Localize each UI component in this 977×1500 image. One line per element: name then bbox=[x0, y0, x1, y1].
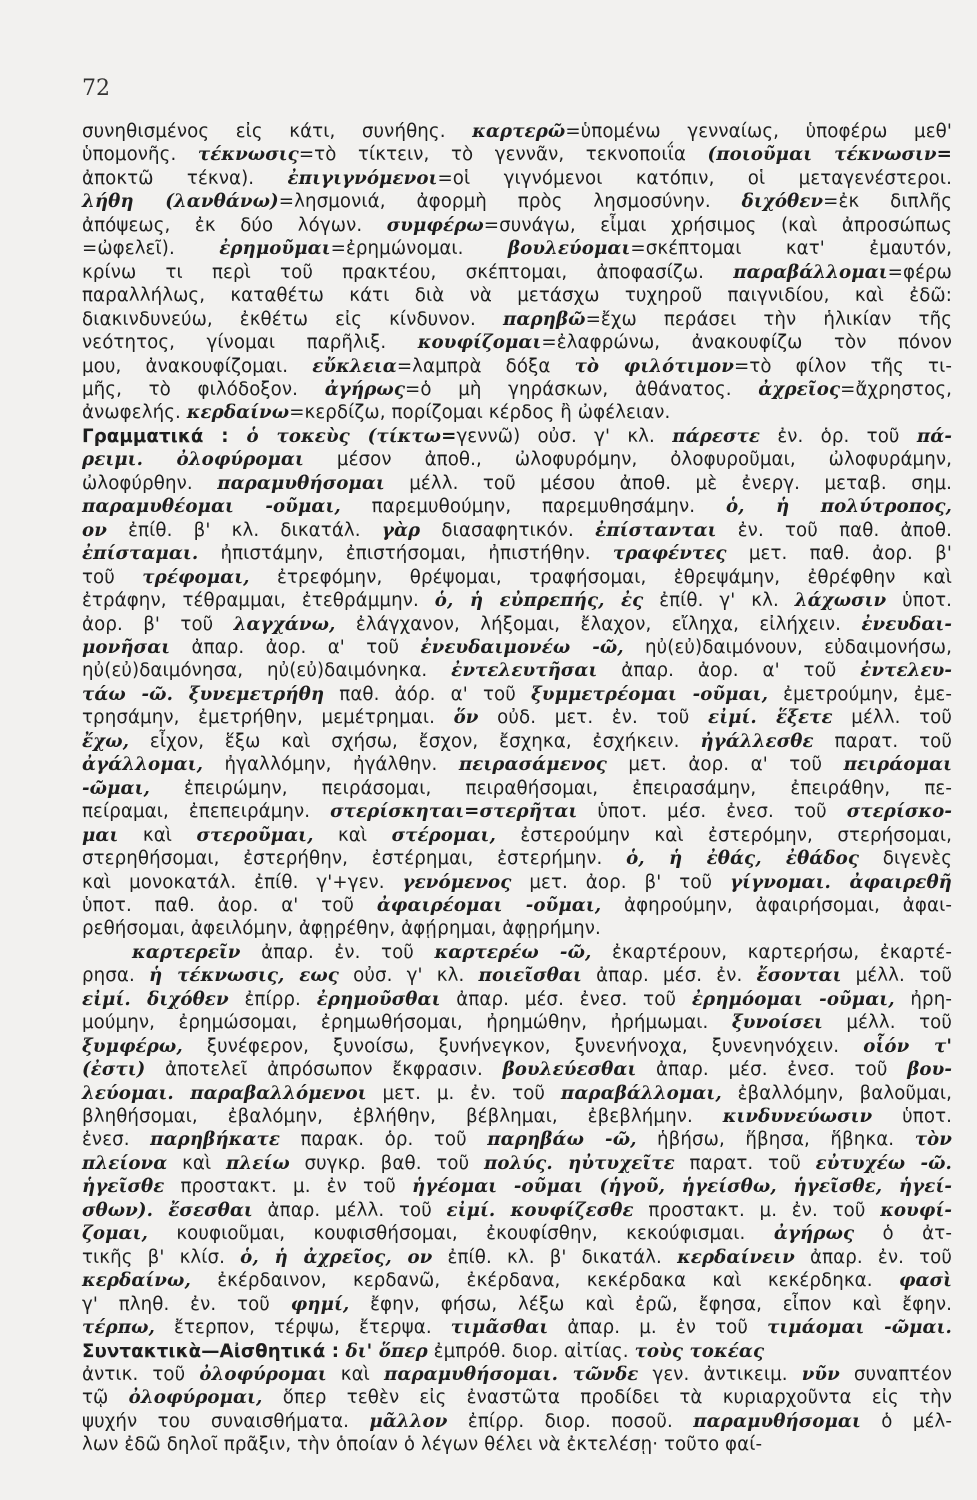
text-segment: ἀνωφελής. bbox=[82, 402, 187, 424]
bold-term: ἀγήρως bbox=[324, 378, 405, 400]
text-segment: ἡβήσω, ἥβησα, ἥβηκα. bbox=[636, 1129, 915, 1151]
text-segment: μου, ἀνακουφίζομαι. bbox=[82, 355, 313, 377]
bold-term: λήθη (λανθάνω) bbox=[82, 191, 279, 213]
bold-term: μονῆσαι bbox=[82, 636, 171, 658]
bold-term: μαι bbox=[82, 824, 119, 846]
bold-term: ἔχω, bbox=[82, 730, 130, 752]
text-line bbox=[82, 1011, 952, 1034]
text-line bbox=[82, 1175, 952, 1198]
text-segment: οὐσ. γ' κλ. bbox=[338, 965, 479, 987]
text-segment: μετ. ἀορ. β' τοῦ bbox=[511, 871, 731, 893]
bold-term: ἐπίστανται bbox=[595, 519, 717, 541]
text-segment: παρατ. τοῦ bbox=[813, 730, 952, 752]
text-line bbox=[82, 613, 952, 636]
text-line bbox=[82, 472, 952, 495]
text-segment: παρακ. ὁρ. τοῦ bbox=[280, 1129, 488, 1151]
text-segment: νεότητος, γίνομαι παρῆλιξ. bbox=[82, 332, 418, 354]
text-segment: συναπτέον bbox=[839, 1364, 952, 1386]
text-segment: =οἱ γιγνόμενοι κατόπιν, οἱ μεταγενέστεροι. bbox=[437, 167, 952, 189]
bold-term: ον bbox=[82, 519, 107, 541]
text-segment: ὅπερ τεθὲν εἰς ἐναστῶτα προδίδει τὰ κυριαρχοῦντα εἰς τὴν bbox=[262, 1387, 952, 1409]
text-line bbox=[82, 1035, 952, 1058]
bold-term: πλείονα bbox=[82, 1152, 168, 1174]
bold-term: ποιεῖσθαι bbox=[478, 965, 582, 987]
bold-term: κουφίζομαι bbox=[417, 332, 542, 354]
bold-term: λαγχάνω, bbox=[233, 613, 336, 635]
text-segment: ἀπαρ. ἐν. τοῦ bbox=[240, 941, 435, 963]
text-segment: ὠλοφύρθην. bbox=[82, 472, 218, 494]
text-segment: ἐνεσ. bbox=[82, 1129, 151, 1151]
text-segment: ἐτρεφόμην, θρέψομαι, τραφήσομαι, ἐθρεψάμην, ἐθρέφθην καὶ bbox=[249, 566, 952, 588]
bold-term: πά- bbox=[916, 425, 952, 447]
bold-term: τρέφομαι, bbox=[142, 566, 250, 588]
text-segment: ἐβαλλόμην, βαλοῦμαι, bbox=[721, 1082, 952, 1104]
text-segment: καὶ bbox=[167, 1152, 226, 1174]
bold-term: φασὶ bbox=[898, 1270, 952, 1292]
text-segment: στερηθήσομαι, ἐστερήθην, ἐστέρημαι, ἐστερήμην. bbox=[82, 848, 627, 870]
text-segment: ἀπαρ. μέλλ. τοῦ bbox=[252, 1199, 447, 1221]
bold-term: γενόμενος bbox=[402, 871, 512, 893]
text-segment: ρεθήσομαι, ἀφειλόμην, ἀφῃρέθην, ἀφῄρημαι, ἀφῃρήμην. bbox=[82, 918, 601, 940]
bold-term: ἀγήρως bbox=[773, 1223, 855, 1245]
bold-term: δι' ὅπερ bbox=[345, 1340, 428, 1362]
text-line bbox=[82, 777, 952, 800]
bold-term: παρηβῶ bbox=[502, 308, 586, 330]
text-line bbox=[82, 1410, 952, 1433]
text-segment: ἀπαρ. μέσ. ἐνεσ. τοῦ bbox=[440, 988, 692, 1010]
bold-term: ἀγάλλομαι, bbox=[82, 754, 204, 776]
text-line bbox=[82, 214, 952, 237]
text-line bbox=[82, 566, 952, 589]
text-segment: ἔτερπον, τέρψω, ἔτερψα. bbox=[154, 1317, 451, 1339]
text-line bbox=[82, 1386, 952, 1409]
text-line bbox=[82, 1082, 952, 1105]
text-line bbox=[82, 636, 952, 659]
text-segment: ἐπίρρ. διορ. ποσοῦ. bbox=[447, 1410, 694, 1432]
text-segment: τῷ bbox=[82, 1387, 129, 1409]
bold-term: κινδυνεύωσιν bbox=[722, 1106, 873, 1128]
text-line bbox=[82, 1199, 952, 1222]
text-line bbox=[82, 824, 952, 847]
text-line bbox=[82, 894, 952, 917]
bold-term: εὔκλεια bbox=[312, 355, 397, 377]
bold-term: κερδαίνειν bbox=[677, 1246, 795, 1268]
text-segment: ἐπίθ. γ' κλ. bbox=[643, 590, 795, 612]
text-segment: εἶχον, ἕξω καὶ σχήσω, ἔσχον, ἔσχηκα, ἐσχήκειν. bbox=[129, 730, 701, 752]
text-segment: γεν. ἀντικειμ. bbox=[638, 1364, 802, 1386]
bold-term: ἐνευδαιμονέω -ῶ, bbox=[420, 636, 624, 658]
bold-term: βουλεύομαι bbox=[507, 238, 631, 260]
text-segment: =ἐκ διπλῆς bbox=[823, 191, 952, 213]
bold-term: σθων). ἔσεσθαι bbox=[82, 1199, 253, 1221]
text-segment: ξυνέφερον, ξυνοίσω, ξυνήνεγκον, ξυνενήνοχα, ξυνενηνόχειν. bbox=[182, 1035, 864, 1057]
text-segment: τρησάμην, ἐμετρήθην, μεμέτρημαι. bbox=[82, 707, 454, 729]
text-line bbox=[82, 1105, 952, 1128]
bold-term: ὁ, ἡ πολύτροπος, bbox=[725, 496, 952, 518]
bold-term: στερίσκηται=στερῆται bbox=[330, 801, 578, 823]
text-segment: =τὸ φίλον τῆς τι- bbox=[733, 355, 953, 377]
text-segment: μετ. ἀορ. α' τοῦ bbox=[606, 754, 844, 776]
text-segment: τοῦ bbox=[82, 566, 143, 588]
text-line bbox=[82, 1269, 952, 1292]
bold-term: ξυνοίσει bbox=[731, 1012, 823, 1034]
text-segment: =συνάγω, εἶμαι χρήσιμος (καὶ ἀπροσώπως bbox=[483, 214, 952, 236]
bold-term: εὐτυχέω -ῶ. bbox=[815, 1152, 952, 1174]
bold-term: εἰμί. κουφίζεσθε bbox=[446, 1199, 634, 1221]
bold-term: ἀχρεῖος bbox=[758, 378, 841, 400]
text-line bbox=[82, 401, 952, 424]
bold-term: ζομαι, bbox=[82, 1223, 148, 1245]
text-segment: =ἐλαφρώνω, ἀνακουφίζω τὸν πόνον bbox=[541, 332, 952, 354]
text-line bbox=[82, 847, 952, 870]
text-segment: ὁ μέλ- bbox=[860, 1410, 952, 1432]
text-line bbox=[82, 706, 952, 729]
bold-term: συμφέρω bbox=[386, 214, 484, 236]
bold-term: πειράομαι bbox=[843, 754, 952, 776]
text-segment: =ὁ μὴ γηράσκων, ἀθάνατος. bbox=[405, 378, 759, 400]
text-line bbox=[82, 143, 952, 166]
text-segment: ἀπόψεως, ἐκ δύο λόγων. bbox=[82, 214, 387, 236]
bold-term: ἐπιγιγνόμενοι bbox=[287, 167, 438, 189]
text-segment: οὐδ. μετ. ἐν. τοῦ bbox=[478, 707, 709, 729]
bold-term: μᾶλλον bbox=[369, 1410, 448, 1432]
text-segment: κουφιοῦμαι, κουφισθήσομαι, ἐκουφίσθην, κεκούφισμαι. bbox=[147, 1223, 774, 1245]
text-segment: ἀπαρ. ἀορ. α' τοῦ bbox=[597, 660, 861, 682]
text-segment: μέλλ. τοῦ bbox=[832, 707, 952, 729]
text-segment: διγενὲς bbox=[859, 848, 952, 870]
bold-term: καρτερέω -ῶ, bbox=[434, 941, 592, 963]
bold-term: λεύομαι. παραβαλλόμενοι bbox=[82, 1082, 367, 1104]
bold-term: στεροῦμαι, bbox=[196, 824, 314, 846]
text-line bbox=[82, 1433, 952, 1456]
bold-term: ἠγάλλεσθε bbox=[700, 730, 814, 752]
text-line bbox=[82, 425, 952, 448]
text-segment: ρησα. bbox=[82, 965, 150, 987]
text-line bbox=[82, 378, 952, 401]
text-line bbox=[82, 1363, 952, 1386]
bold-term: ἀφαιρέομαι -οῦμαι, bbox=[376, 894, 602, 916]
text-segment: κρίνω τι περὶ τοῦ πρακτέου, σκέπτομαι, ἀποφασίζω. bbox=[82, 261, 734, 283]
text-segment: =ὑπομένω γενναίως, ὑποφέρω μεθ' bbox=[565, 121, 952, 142]
text-segment: ὑποτ. bbox=[886, 590, 952, 612]
text-segment: ἔφην, φήσω, λέξω καὶ ἐρῶ, ἔφησα, εἶπον καὶ ἔφην. bbox=[349, 1293, 952, 1315]
text-line bbox=[82, 308, 952, 331]
bold-term: παραμυθήσομαι bbox=[217, 472, 385, 494]
text-segment: ἀπαρ. μ. ἐν τοῦ bbox=[548, 1317, 768, 1339]
text-segment: ἀπαρ. μέσ. ἐν. bbox=[581, 965, 757, 987]
bold-term: ἐρημοῦσθαι bbox=[316, 988, 441, 1010]
text-segment: καὶ μονοκατάλ. ἐπίθ. γ'+γεν. bbox=[82, 871, 403, 893]
text-line bbox=[82, 1316, 952, 1339]
text-line bbox=[82, 1128, 952, 1151]
text-line bbox=[82, 917, 952, 940]
text-segment: ὑπομονῆς. bbox=[82, 144, 198, 166]
bold-term: -ῶμαι, bbox=[82, 777, 150, 799]
text-line bbox=[82, 871, 952, 894]
text-line bbox=[82, 284, 952, 307]
section-heading: Συντακτικὰ—Αἰσθητικά : bbox=[82, 1340, 346, 1362]
bold-term: παραβάλλομαι bbox=[733, 261, 888, 283]
text-line bbox=[82, 542, 952, 565]
text-line bbox=[82, 964, 952, 987]
text-segment: συνηθισμένος εἰς κάτι, συνήθης. bbox=[82, 121, 473, 142]
text-segment: ἀπαρ. ἀορ. α' τοῦ bbox=[170, 636, 421, 658]
text-line bbox=[82, 261, 952, 284]
bold-term: εἰμί. ἕξετε bbox=[708, 707, 833, 729]
bold-term: ὁ, ἡ ἀχρεῖος, ον bbox=[240, 1246, 433, 1268]
text-segment: ηὐ(εὐ)δαιμόνουν, εὐδαιμονήσω, bbox=[623, 636, 952, 658]
bold-term: ἐνευδαι- bbox=[861, 613, 952, 635]
bold-term: νῦν bbox=[801, 1364, 840, 1386]
bold-term: ἡ τέκνωσις, εως bbox=[149, 965, 339, 987]
text-segment: ἐμετρούμην, ἐμε- bbox=[768, 683, 952, 705]
text-segment: γ' πληθ. ἐν. τοῦ bbox=[82, 1293, 291, 1315]
text-line bbox=[82, 448, 952, 471]
bold-term: βου- bbox=[907, 1059, 952, 1081]
bold-term: φημί, bbox=[290, 1293, 350, 1315]
text-segment: ἠπιστάμην, ἐπιστήσομαι, ἠπιστήθην. bbox=[198, 543, 613, 565]
text-segment: μέσον ἀποθ., ὠλοφυρόμην, ὀλοφυροῦμαι, ὠλοφυράμην, bbox=[303, 449, 952, 471]
text-segment: λων ἐδῶ δηλοῖ πρᾶξιν, τὴν ὁποίαν ὁ λέγων θέλει νὰ ἐκτελέσῃ· τοῦτο φαί- bbox=[82, 1434, 763, 1456]
text-segment: βληθήσομαι, ἐβαλόμην, ἐβλήθην, βέβλημαι, ἐβεβλήμην. bbox=[82, 1106, 723, 1128]
text-segment: καὶ bbox=[118, 824, 197, 846]
bold-term: παρηβήκατε bbox=[150, 1129, 280, 1151]
section-heading: Γραμματικά : bbox=[82, 425, 247, 447]
text-line bbox=[82, 495, 952, 518]
bold-term: ὀλοφύρομαι, bbox=[128, 1387, 263, 1409]
text-segment: ἐν. ὁρ. τοῦ bbox=[760, 425, 917, 447]
text-segment: διακινδυνεύω, ἐκθέτω εἰς κίνδυνον. bbox=[82, 308, 503, 330]
text-line bbox=[82, 1293, 952, 1316]
text-line bbox=[82, 659, 952, 682]
text-segment: μέλλ. τοῦ bbox=[822, 1012, 953, 1034]
text-segment: ἀπαρ. ἐν. τοῦ bbox=[794, 1246, 952, 1268]
text-segment: ἐμπρόθ. διορ. αἰτίας. bbox=[427, 1340, 635, 1362]
bold-term: εἰμί. διχόθεν bbox=[82, 988, 229, 1010]
bold-term: ἐντελευτῆσαι bbox=[451, 660, 598, 682]
text-line bbox=[82, 1058, 952, 1081]
bold-term: ὁ, ἡ ἐθάς, ἐθάδος bbox=[626, 848, 860, 870]
text-line bbox=[82, 1340, 952, 1363]
bold-term: παρηβάω -ῶ, bbox=[487, 1129, 637, 1151]
text-line bbox=[82, 190, 952, 213]
bold-term: τὸ φιλότιμον bbox=[574, 355, 734, 377]
bold-term: (ποιοῦμαι τέκνωσιν= bbox=[707, 144, 952, 166]
bold-term: κουφί- bbox=[880, 1199, 952, 1221]
bold-term: (ἐστι) bbox=[82, 1059, 146, 1081]
text-segment: ἐπειρώμην, πειράσομαι, πειραθήσομαι, ἐπειρασάμην, ἐπειράθην, πε- bbox=[149, 777, 952, 799]
bold-term: οἷόν τ' bbox=[863, 1035, 953, 1057]
bold-term: ὁ, ἡ εὐπρεπής, ἐς bbox=[434, 590, 644, 612]
bold-term: διχόθεν bbox=[741, 191, 824, 213]
text-segment: παθ. ἀόρ. α' τοῦ bbox=[324, 683, 531, 705]
text-line bbox=[82, 237, 952, 260]
text-line bbox=[82, 1246, 952, 1269]
bold-term: παραμυθήσομαι bbox=[693, 1410, 861, 1432]
bold-term: πειρασάμενος bbox=[458, 754, 607, 776]
bold-term: παραβάλλομαι, bbox=[560, 1082, 722, 1104]
bold-term: ὅν bbox=[453, 707, 479, 729]
bold-term: καρτερεῖν bbox=[132, 941, 241, 963]
text-segment: προστακτ. μ. ἐν τοῦ bbox=[164, 1176, 412, 1198]
text-segment: προστακτ. μ. ἐν. τοῦ bbox=[633, 1199, 881, 1221]
bold-term: παραμυθήσομαι. τῶνδε bbox=[383, 1364, 639, 1386]
text-segment: ηὐ(εὐ)δαιμόνησα, ηὐ(εὐ)δαιμόνηκα. bbox=[82, 660, 452, 682]
bold-term: ἐρημοῦμαι bbox=[219, 238, 331, 260]
text-segment: ἐπίθ. κλ. β' δικατάλ. bbox=[432, 1246, 678, 1268]
bold-term: στέρομαι, bbox=[391, 824, 496, 846]
bold-term: πάρεστε bbox=[672, 425, 761, 447]
text-segment: =κερδίζω, πορίζομαι κέρδος ἢ ὠφέλειαν. bbox=[289, 402, 671, 424]
text-line bbox=[82, 589, 952, 612]
bold-term: τραφέντες bbox=[612, 543, 727, 565]
text-segment: ἐπίρρ. bbox=[228, 988, 317, 1010]
text-segment: παρατ. τοῦ bbox=[674, 1152, 816, 1174]
text-line bbox=[82, 988, 952, 1011]
bold-term: βουλεύεσθαι bbox=[502, 1059, 637, 1081]
text-segment: ἐν. τοῦ παθ. ἀποθ. bbox=[716, 519, 952, 541]
text-segment: μετ. μ. ἐν. τοῦ bbox=[366, 1082, 561, 1104]
text-segment: ἀντικ. τοῦ bbox=[82, 1364, 200, 1386]
text-segment: ἀφηρούμην, ἀφαιρήσομαι, ἀφαι- bbox=[601, 894, 952, 916]
text-segment: ἀποκτῶ τέκνα). bbox=[82, 167, 288, 189]
text-segment: ὁ ἀτ- bbox=[854, 1223, 952, 1245]
bold-term: ἡγέομαι -οῦμαι (ἡγοῦ, ἡγείσθω, ἡγεῖσθε, ἡγεί- bbox=[411, 1176, 952, 1198]
text-line bbox=[82, 331, 952, 354]
text-segment: =λαμπρὰ δόξα bbox=[396, 355, 575, 377]
text-segment: ἐκέρδαινον, κερδανῶ, ἐκέρδανα, κεκέρδακα καὶ κεκέρδηκα. bbox=[190, 1270, 899, 1292]
bold-term: λάχωσιν bbox=[794, 590, 887, 612]
text-line bbox=[82, 941, 952, 964]
bold-term: τοὺς τοκέας bbox=[634, 1340, 765, 1362]
text-segment: =φέρω bbox=[887, 261, 952, 283]
text-segment: ἐκαρτέρουν, καρτερήσω, ἐκαρτέ- bbox=[591, 941, 952, 963]
text-line bbox=[82, 355, 952, 378]
bold-term: πολύς. ηὐτυχεῖτε bbox=[483, 1152, 675, 1174]
text-segment: ἀποτελεῖ ἀπρόσωπον ἔκφρασιν. bbox=[145, 1059, 503, 1081]
text-segment: μέλλ. τοῦ bbox=[841, 965, 952, 987]
bold-term: καρτερῶ bbox=[472, 121, 566, 142]
text-segment: καὶ bbox=[313, 824, 392, 846]
text-line bbox=[82, 167, 952, 190]
bold-term: ἔσονται bbox=[756, 965, 842, 987]
text-segment: γεννῶ) οὐσ. γ' κλ. bbox=[456, 425, 673, 447]
bold-term: ρειμι. ὀλοφύρομαι bbox=[82, 449, 304, 471]
bold-term: ἐπίσταμαι. bbox=[82, 543, 199, 565]
text-segment: ἐλάγχανον, λήξομαι, ἔλαχον, εἴληχα, εἰλήχειν. bbox=[335, 613, 862, 635]
text-line bbox=[82, 1152, 952, 1175]
text-line bbox=[82, 683, 952, 706]
bold-term: τάω -ῶ. ξυνεμετρήθη bbox=[82, 683, 325, 705]
text-segment: =ἔχω περάσει τὴν ἡλικίαν τῆς bbox=[585, 308, 952, 330]
text-segment: =ἄχρηστος, bbox=[840, 378, 952, 400]
text-line bbox=[82, 120, 952, 143]
bold-term: παραμυθέομαι -οῦμαι, bbox=[82, 496, 341, 518]
text-segment: διασαφητικόν. bbox=[420, 519, 596, 541]
bold-term: πλείω bbox=[226, 1152, 290, 1174]
bold-term: κερδαίνω bbox=[186, 402, 290, 424]
bold-term: ἐρημόομαι -οῦμαι, bbox=[691, 988, 895, 1010]
text-line bbox=[82, 1222, 952, 1245]
bold-term: ξυμφέρω, bbox=[82, 1035, 183, 1057]
text-segment: ἀπαρ. μέσ. ἐνεσ. τοῦ bbox=[636, 1059, 908, 1081]
bold-term: τέρπω, bbox=[82, 1317, 155, 1339]
bold-term: γὰρ bbox=[381, 519, 421, 541]
text-segment: μετ. παθ. ἀορ. β' bbox=[726, 543, 952, 565]
bold-term: ἡγεῖσθε bbox=[82, 1176, 165, 1198]
text-segment: ἠρη- bbox=[894, 988, 952, 1010]
text-line bbox=[82, 753, 952, 776]
bold-term: κερδαίνω, bbox=[82, 1270, 191, 1292]
bold-term: ξυμμετρέομαι -οῦμαι, bbox=[530, 683, 769, 705]
text-segment: ἀορ. β' τοῦ bbox=[82, 613, 234, 635]
body-text bbox=[82, 120, 952, 1457]
text-segment: ὑποτ. μέσ. ἐνεσ. τοῦ bbox=[577, 801, 847, 823]
text-segment: ἐστερούμην καὶ ἐστερόμην, στερήσομαι, bbox=[495, 824, 952, 846]
bold-term: γίγνομαι. ἀφαιρεθῆ bbox=[730, 871, 952, 893]
text-segment: μούμην, ἐρημώσομαι, ἐρημωθήσομαι, ἠρημώθην, ἠρήμωμαι. bbox=[82, 1012, 732, 1034]
text-segment: συγκρ. βαθ. τοῦ bbox=[289, 1152, 484, 1174]
text-segment: πείραμαι, ἐπεπειράμην. bbox=[82, 801, 331, 823]
page-number: 72 bbox=[82, 76, 110, 101]
bold-term: ἐντελευ- bbox=[860, 660, 952, 682]
text-segment: καὶ bbox=[326, 1364, 384, 1386]
text-line bbox=[82, 519, 952, 542]
bold-term: ὁ τοκεὺς (τίκτω= bbox=[246, 425, 457, 447]
text-segment: ὑποτ. bbox=[872, 1106, 952, 1128]
text-segment: ὑποτ. παθ. ἀορ. α' τοῦ bbox=[82, 894, 377, 916]
bold-term: ὀλοφύρομαι bbox=[199, 1364, 327, 1386]
text-segment: ἐπίθ. β' κλ. δικατάλ. bbox=[106, 519, 382, 541]
text-segment: ἠγαλλόμην, ἠγάλθην. bbox=[203, 754, 459, 776]
text-segment: τικῆς β' κλίσ. bbox=[82, 1246, 241, 1268]
text-line bbox=[82, 730, 952, 753]
bold-term: στερίσκο- bbox=[846, 801, 952, 823]
text-segment: =λησμονιά, ἀφορμὴ πρὸς λησμοσύνην. bbox=[278, 191, 742, 213]
text-segment: μέλλ. τοῦ μέσου ἀποθ. μὲ ἐνεργ. μεταβ. σημ. bbox=[384, 472, 953, 494]
text-segment: ψυχήν του συναισθήματα. bbox=[82, 1410, 370, 1432]
bold-term: τιμάομαι -ῶμαι. bbox=[767, 1317, 952, 1339]
text-segment: παραλλήλως, καταθέτω κάτι διὰ νὰ μετάσχω τυχηροῦ παιγνιδίου, καὶ ἐδῶ: bbox=[82, 285, 952, 307]
text-segment: παρεμυθούμην, παρεμυθησάμην. bbox=[340, 496, 726, 518]
text-segment: =ὠφελεῖ). bbox=[82, 238, 220, 260]
text-segment: =ἐρημώνομαι. bbox=[330, 238, 508, 260]
bold-term: τέκνωσις bbox=[197, 144, 299, 166]
bold-term: τὸν bbox=[914, 1129, 952, 1151]
text-segment: μῆς, τὸ φιλόδοξον. bbox=[82, 378, 325, 400]
bold-term: τιμᾶσθαι bbox=[450, 1317, 549, 1339]
text-segment: =τὸ τίκτειν, τὸ γεννᾶν, τεκνοποιΐα bbox=[298, 144, 708, 166]
text-segment: =σκέπτομαι κατ' ἐμαυτόν, bbox=[630, 238, 952, 260]
text-line bbox=[82, 800, 952, 823]
text-segment: ἐτράφην, τέθραμμαι, ἐτεθράμμην. bbox=[82, 590, 435, 612]
